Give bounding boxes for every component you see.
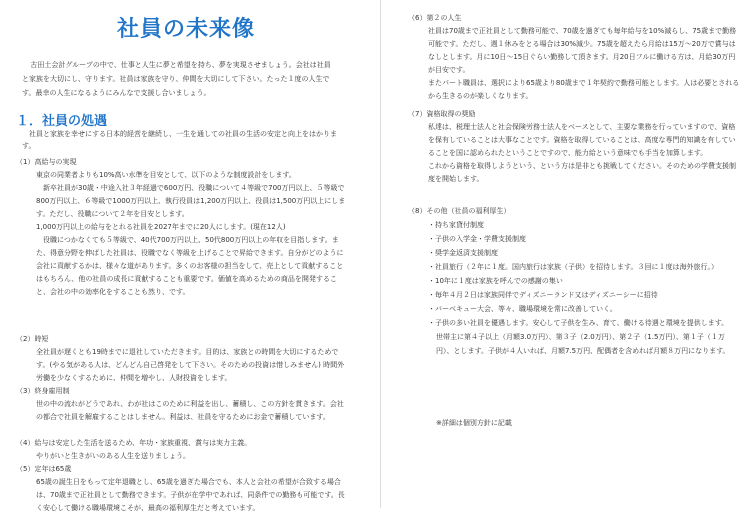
benefits-list: [408, 218, 740, 358]
list-item: ・持ち家貸付制度: [428, 221, 484, 229]
column-divider: [380, 0, 381, 508]
item-4-heading: （4）給与は安定した生活を送るため、年功・家族重視、賞与は実力主義。: [16, 439, 252, 447]
list-item: ・子供の入学金・学費支援制度: [428, 235, 526, 243]
list-item: 世帯主に第４子以上（月額3.0万円）、第３子（2.0万円）、第２子（1.5万円）、第１子（１万円）、とします。子供が４人いれば、月額7.5万円、配偶者を含めれば月額８万円になります。: [436, 333, 730, 355]
item-1-line: 役職につかなくても５等級で、40代700万円以上、50代800万円以上の年収を目指します。また、得意分野を伸ばした社員は、役職でなく等級を上げることで昇給できます。自分がどのように会社に貢献するかは、様々な道があります。多くのお客様の担当をして、売上として貢献することはもちろん、他の社員の成長に貢献することも重要です。価値を高めるための商品を開発すること、会社の中の効率化をすることも然り、です。: [36, 236, 344, 296]
item-5: [16, 463, 346, 515]
item-2-line: 全社員が遅くとも19時までに退社していただきます。目的は、家族との時間を大切にするためです。(やる気がある人は、どんどん自己啓発をして下さい。そのための投資は惜しみません) 時間外労働を少なくするために、仲間を増やし、人財投資をします。: [36, 348, 345, 382]
item-2: [16, 333, 346, 385]
intro-paragraph: 古田土会計グループの中で、仕事と人生に夢と希望を持ち、夢を実現させましょう。会社は社員と家族を大切にし、守ります。社員は家族を守り、仲間を大切にして下さい。たった１度の人生です。最幸の人生になるようにみんなで支援し合いましょう。: [22, 61, 331, 97]
footnote: ※詳細は個別方針に記載: [436, 419, 512, 427]
item-8-heading: （8）その他（社員の福利厚生）: [408, 207, 511, 215]
item-7-heading: （7）資格取得の奨励: [408, 110, 476, 118]
item-5-heading: （5）定年は65歳: [16, 465, 72, 473]
item-6: [408, 12, 740, 103]
list-item: ・毎年４月２日は家族同伴でディズニーランド又はディズニーシーに招待: [428, 291, 658, 299]
item-1-line: 東京の同業者よりも10%高い水準を目安として、以下のような制度設計をします。: [36, 171, 296, 179]
item-5-line: 65歳の誕生日をもって定年退職とし、65歳を過ぎた場合でも、本人と会社の希望が合致する場合は、70歳まで正社員として勤務できます。子供が在学中であれば、同条件での勤務も可能です。長く安心して働ける職場環境こそが、最高の福利厚生だと考えています。: [36, 478, 345, 512]
item-4-line: やりがいと生きがいのある人生を送りましょう。: [36, 452, 190, 460]
list-item: ・バーベキュー大会、等々、職場環境を常に改善していく。: [428, 305, 617, 313]
item-6-heading: （6）第２の人生: [408, 14, 462, 22]
item-8: [408, 205, 740, 358]
item-7: [408, 108, 740, 186]
item-1-line: 新卒社員が30歳・中途入社３年経過で600万円、役職について４等級で700万円以上、５等級で800万円以上、６等級で1000万円以上、執行役員は1,200万円以上、役員は1,500万円以上にします。ただし、役職について２年を目安とします。: [36, 184, 346, 218]
item-2-heading: （2）時短: [16, 335, 49, 343]
item-7-line: これから資格を取得しようという、という方は是非とも挑戦してください。そのための学費支援制度を開始します。: [428, 162, 736, 183]
item-1-line: 1,000万円以上の給与をとれる社員を2027年までに20人にします。(現在12人): [36, 223, 286, 231]
list-item: ・奨学金返済支援制度: [428, 249, 498, 257]
item-1-heading: （1）高給与の実現: [16, 158, 77, 166]
item-1: [16, 156, 346, 299]
item-3-line: 世の中の流れがどうであれ、わが社はこのために利益を出し、蓄積し、この方針を貫きます。会社の都合で社員を解雇することはしません。利益は、社員を守るためにお金で蓄積しています。: [36, 400, 344, 421]
section-heading-1: １．社員の処遇: [16, 114, 108, 129]
section-lead: 社員と家族を幸せにする日本的経営を継続し、一生を通しての社員の生活の安定と向上をはかります。: [22, 130, 337, 150]
list-item: ・10年に１度は家族を呼んでの感謝の集い: [428, 277, 563, 285]
page-title: 社員の未来像: [116, 17, 255, 42]
item-6-line: 社員は70歳まで正社員として勤務可能で、70歳を過ぎても毎年給与を10%減らし、75歳まで勤務可能です。ただし、週１休みをとる場合は30%減少。75歳を超えたら月給は15万～20万で賞与はなしとします。月に10日～15日ぐらい勤務して頂きます。月20日フルに働ける方は、月給30万円が目安です。: [428, 27, 737, 74]
item-3-heading: （3）終身雇用制: [16, 387, 70, 395]
item-3: [16, 385, 346, 424]
list-item: ・子供の多い社員を優遇します。安心して子供を生み、育て、働ける待遇と環境を提供します。: [428, 319, 729, 327]
item-7-line: 私達は、税理士法人と社会保険労務士法人をベースとして、主要な業務を行っていますので、資格を保有していることは大事なことです。資格を取得していることは、高度な専門的知識を有していることを国に認められたということですので、能力給という意味でも手当を加算します。: [428, 123, 736, 157]
item-6-line: またパート職員は、選択により65歳より80歳まで１年契約で勤務可能とします。人は必要とされるから生きるのが楽しくなります。: [428, 79, 740, 100]
item-4: [16, 437, 346, 463]
list-item: ・社員旅行（２年に１度。国内旅行は家族（子供）を招待します。３回に１度は海外旅行。）: [428, 263, 718, 271]
